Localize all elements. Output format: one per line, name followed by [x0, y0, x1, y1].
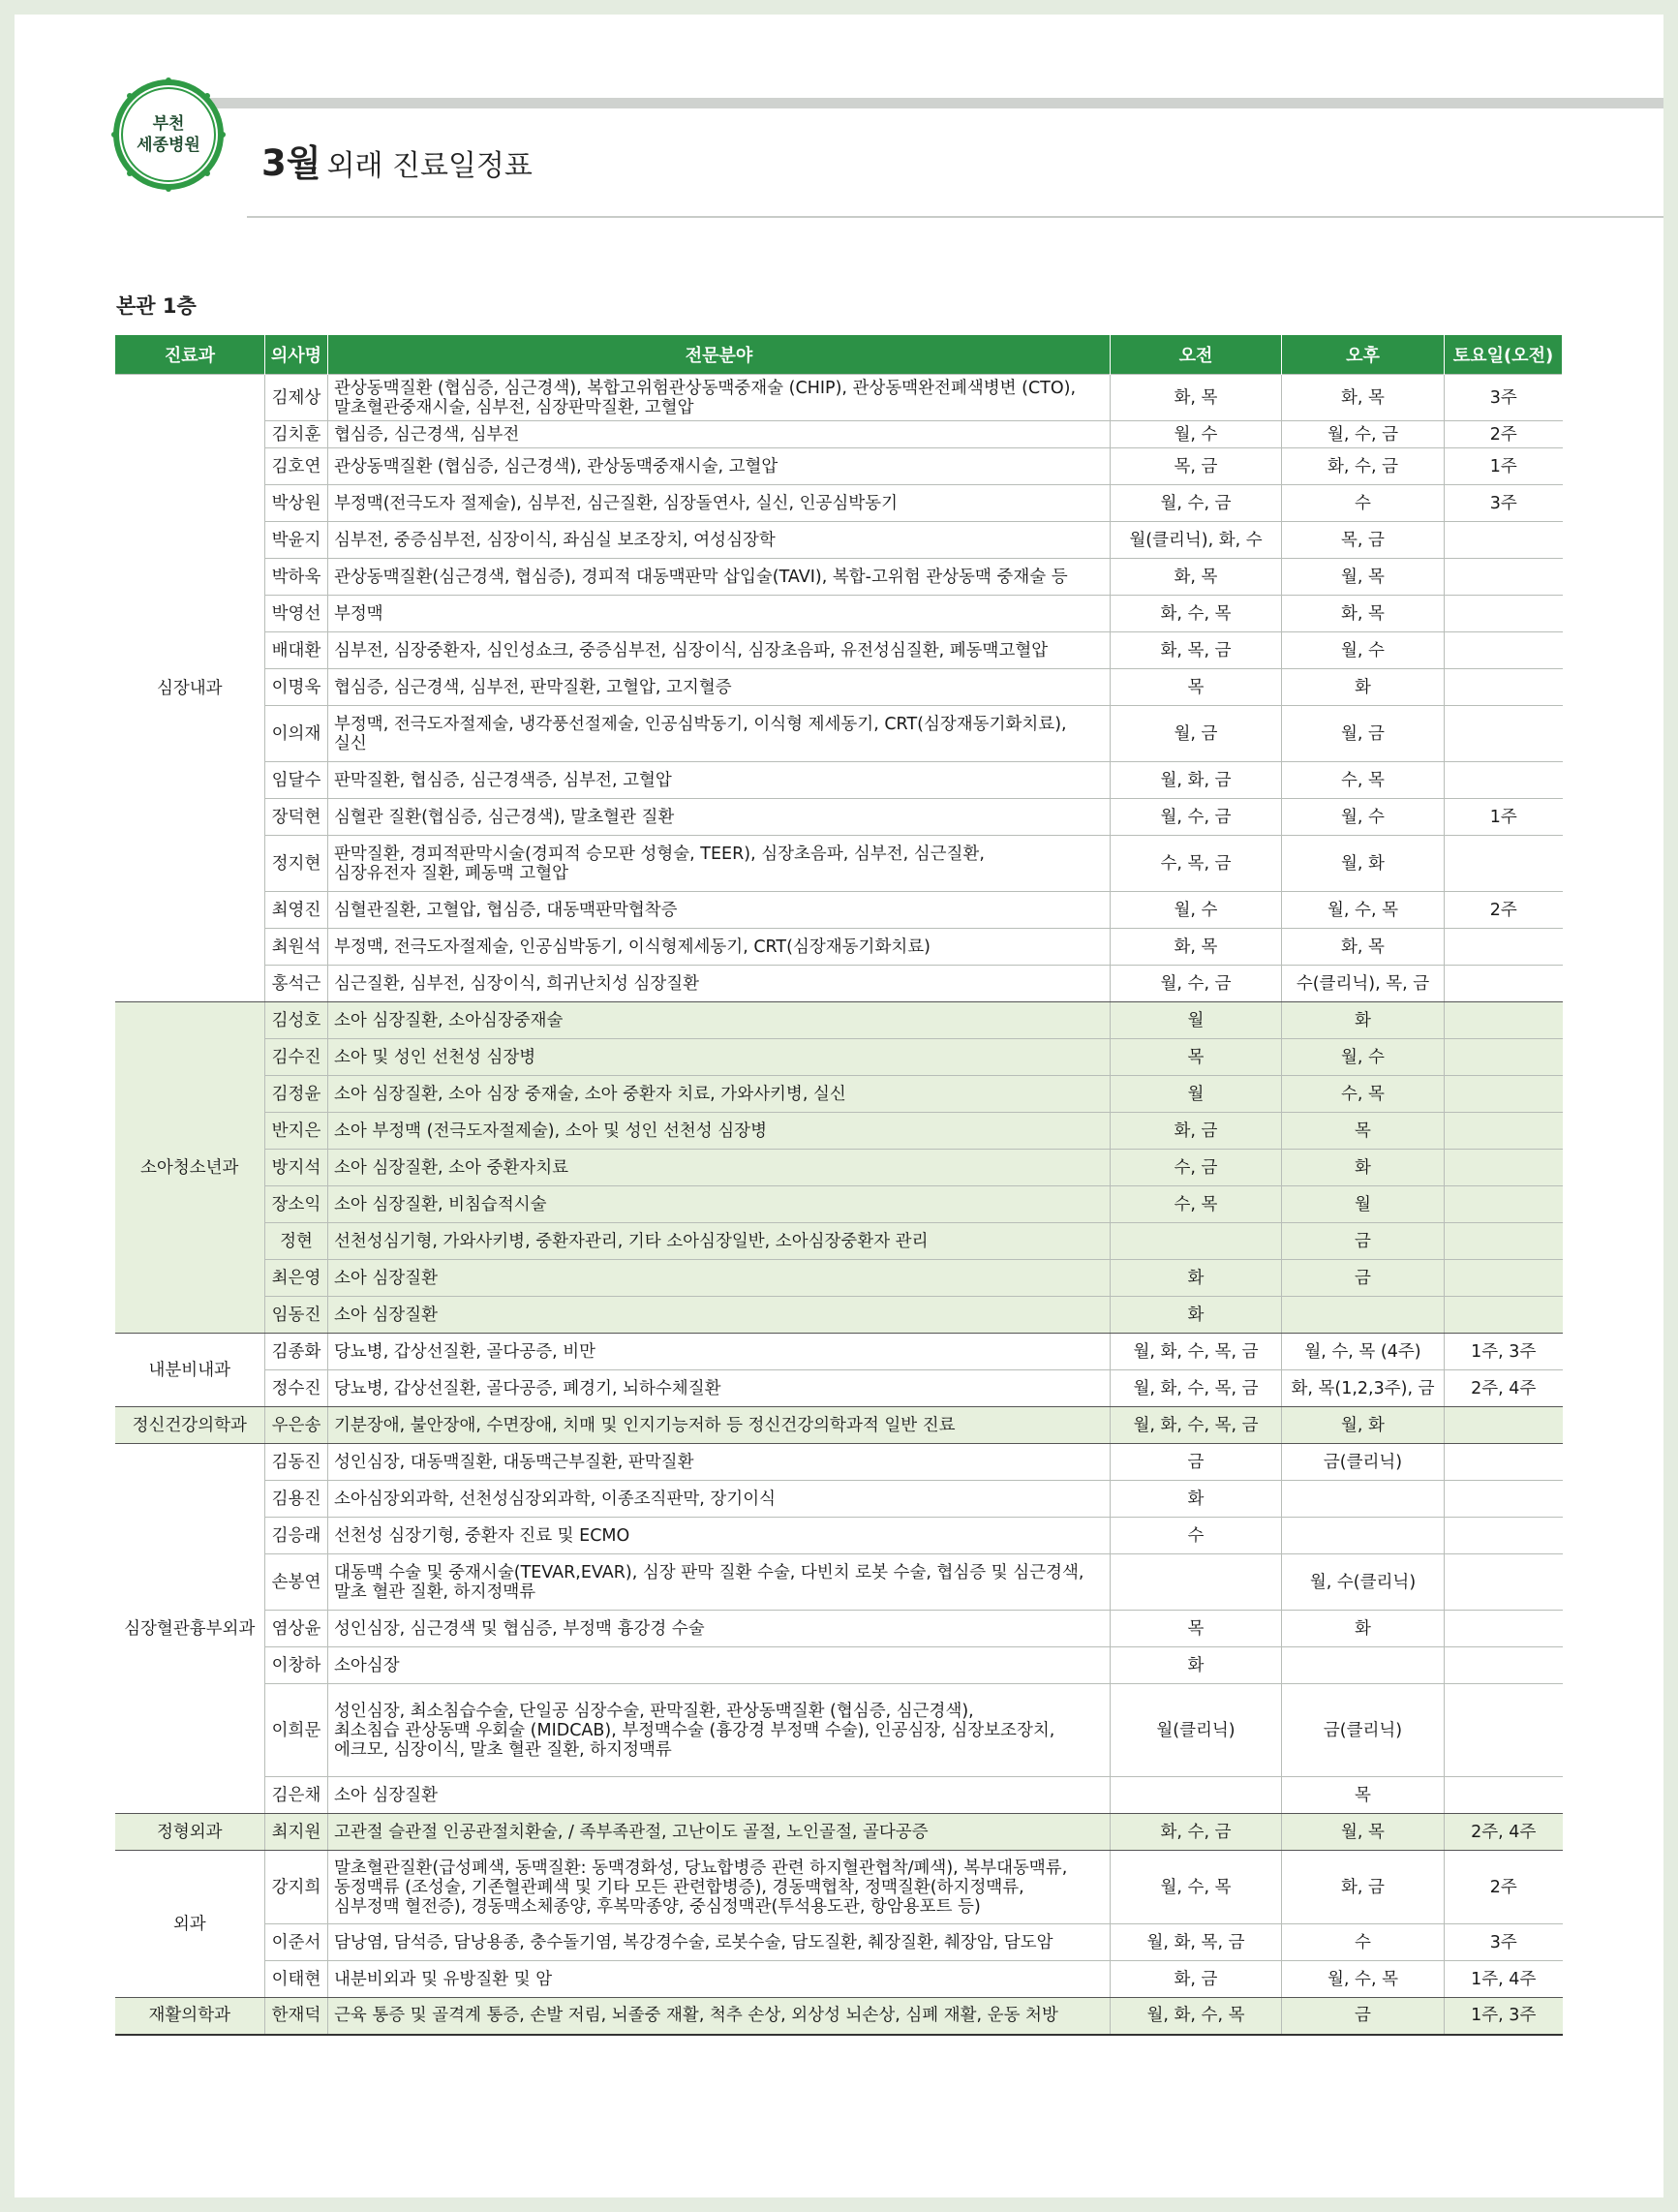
saturday-cell: 2주: [1445, 421, 1563, 448]
specialty-cell: 소아 심장질환: [328, 1777, 1111, 1814]
pm-cell: [1282, 1297, 1445, 1334]
pm-cell: 월, 수, 목: [1282, 1961, 1445, 1998]
pm-cell: 목: [1282, 1113, 1445, 1150]
am-cell: 월(클리닉), 화, 수: [1111, 522, 1282, 559]
dept-cell: 외과: [115, 1851, 265, 1998]
header-saturday: 토요일(오전): [1445, 335, 1563, 375]
specialty-cell: 소아 및 성인 선천성 심장병: [328, 1039, 1111, 1076]
doctor-cell: 김호연: [265, 448, 328, 485]
table-row: [115, 1554, 1563, 1611]
am-cell: 월: [1111, 1076, 1282, 1113]
table-row: [115, 1611, 1563, 1647]
table-row: [115, 596, 1563, 632]
doctor-cell: 김종화: [265, 1334, 328, 1370]
pm-cell: 월, 수: [1282, 799, 1445, 836]
specialty-cell: 당뇨병, 갑상선질환, 골다공증, 비만: [328, 1334, 1111, 1370]
dept-cell: 재활의학과: [115, 1998, 265, 2035]
saturday-cell: [1445, 596, 1563, 632]
am-cell: 화: [1111, 1647, 1282, 1684]
saturday-cell: [1445, 669, 1563, 706]
am-cell: 화, 수, 목: [1111, 596, 1282, 632]
title-rest: 외래 진료일정표: [326, 149, 533, 183]
table-row: [115, 1297, 1563, 1334]
am-cell: 화, 금: [1111, 1113, 1282, 1150]
table-row: [115, 1444, 1563, 1481]
specialty-cell: 심혈관질환, 고혈압, 협심증, 대동맥판막협착증: [328, 892, 1111, 929]
saturday-cell: 1주, 3주: [1445, 1998, 1563, 2035]
saturday-cell: 1주, 4주: [1445, 1961, 1563, 1998]
doctor-cell: 최원석: [265, 929, 328, 966]
doctor-cell: 이의재: [265, 706, 328, 762]
saturday-cell: [1445, 1076, 1563, 1113]
doctor-cell: 이명욱: [265, 669, 328, 706]
table-row: [115, 836, 1563, 892]
table-row: [115, 1647, 1563, 1684]
saturday-cell: [1445, 1481, 1563, 1518]
specialty-cell: 부정맥, 전극도자절제술, 인공심박동기, 이식형제세동기, CRT(심장재동기화치료): [328, 929, 1111, 966]
am-cell: [1111, 1223, 1282, 1260]
am-cell: 화, 수, 금: [1111, 1814, 1282, 1851]
specialty-cell: 소아 심장질환: [328, 1297, 1111, 1334]
doctor-cell: 이태현: [265, 1961, 328, 1998]
table-row: [115, 1518, 1563, 1554]
saturday-cell: 2주: [1445, 892, 1563, 929]
saturday-cell: [1445, 559, 1563, 596]
table-row: [115, 966, 1563, 1002]
dept-cell: 내분비내과: [115, 1334, 265, 1407]
am-cell: 화: [1111, 1260, 1282, 1297]
specialty-cell: 담낭염, 담석증, 담낭용종, 충수돌기염, 복강경수술, 로봇수술, 담도질환, 췌장질환, 췌장암, 담도암: [328, 1924, 1111, 1961]
am-cell: 월, 수, 목: [1111, 1851, 1282, 1924]
am-cell: [1111, 1777, 1282, 1814]
specialty-cell: 심부전, 중증심부전, 심장이식, 좌심실 보조장치, 여성심장학: [328, 522, 1111, 559]
doctor-cell: 박영선: [265, 596, 328, 632]
doctor-cell: 이준서: [265, 1924, 328, 1961]
pm-cell: 목: [1282, 1777, 1445, 1814]
saturday-cell: [1445, 1777, 1563, 1814]
pm-cell: 월, 목: [1282, 1814, 1445, 1851]
doctor-cell: 김제상: [265, 375, 328, 421]
table-row: [115, 1684, 1563, 1777]
saturday-cell: 3주: [1445, 375, 1563, 421]
am-cell: 금: [1111, 1444, 1282, 1481]
saturday-cell: [1445, 1611, 1563, 1647]
doctor-cell: 이창하: [265, 1647, 328, 1684]
saturday-cell: [1445, 1039, 1563, 1076]
saturday-cell: [1445, 762, 1563, 799]
specialty-cell: 성인심장, 심근경색 및 협심증, 부정맥 흉강경 수술: [328, 1611, 1111, 1647]
table-row: [115, 762, 1563, 799]
pm-cell: [1282, 1647, 1445, 1684]
schedule-body: [115, 375, 1563, 2035]
doctor-cell: 박윤지: [265, 522, 328, 559]
am-cell: 목, 금: [1111, 448, 1282, 485]
pm-cell: 수(클리닉), 목, 금: [1282, 966, 1445, 1002]
specialty-cell: 소아 심장질환, 소아 중환자치료: [328, 1150, 1111, 1186]
doctor-cell: 한재덕: [265, 1998, 328, 2035]
specialty-cell: 부정맥(전극도자 절제술), 심부전, 심근질환, 심장돌연사, 실신, 인공심박동기: [328, 485, 1111, 522]
table-row: [115, 448, 1563, 485]
header-am: 오전: [1111, 335, 1282, 375]
pm-cell: 금(클리닉): [1282, 1684, 1445, 1777]
doctor-cell: 최지원: [265, 1814, 328, 1851]
am-cell: 월(클리닉): [1111, 1684, 1282, 1777]
pm-cell: 수, 목: [1282, 1076, 1445, 1113]
doctor-cell: 박상원: [265, 485, 328, 522]
doctor-cell: 최영진: [265, 892, 328, 929]
am-cell: 월, 화, 금: [1111, 762, 1282, 799]
table-header-row: [115, 335, 1563, 375]
pm-cell: 월, 수(클리닉): [1282, 1554, 1445, 1611]
table-row: [115, 1481, 1563, 1518]
page-frame-bottom: [0, 2197, 1678, 2212]
pm-cell: 월, 수, 목 (4주): [1282, 1334, 1445, 1370]
saturday-cell: 2주, 4주: [1445, 1814, 1563, 1851]
table-row: [115, 1334, 1563, 1370]
pm-cell: 금: [1282, 1260, 1445, 1297]
saturday-cell: [1445, 1684, 1563, 1777]
specialty-cell: 심혈관 질환(협심증, 심근경색), 말초혈관 질환: [328, 799, 1111, 836]
pm-cell: 월: [1282, 1186, 1445, 1223]
am-cell: 화, 목, 금: [1111, 632, 1282, 669]
pm-cell: 수: [1282, 1924, 1445, 1961]
doctor-cell: 염상윤: [265, 1611, 328, 1647]
doctor-cell: 김은채: [265, 1777, 328, 1814]
specialty-cell: 대동맥 수술 및 중재시술(TEVAR,EVAR), 심장 판막 질환 수술, 다빈치 로봇 수술, 협심증 및 심근경색, 말초 혈관 질환, 하지정맥류: [328, 1554, 1111, 1611]
pm-cell: 월, 화: [1282, 1407, 1445, 1444]
header-specialty: 전문분야: [328, 335, 1111, 375]
pm-cell: 금: [1282, 1223, 1445, 1260]
doctor-cell: 임달수: [265, 762, 328, 799]
page-frame-top: [0, 0, 1678, 15]
page-title: [261, 134, 533, 186]
table-row: [115, 1002, 1563, 1039]
table-row: [115, 1223, 1563, 1260]
am-cell: 목: [1111, 1039, 1282, 1076]
table-row: [115, 1150, 1563, 1186]
specialty-cell: 판막질환, 경피적판막시술(경피적 승모판 성형술, TEER), 심장초음파, 심부전, 심근질환, 심장유전자 질환, 폐동맥 고혈압: [328, 836, 1111, 892]
table-row: [115, 632, 1563, 669]
saturday-cell: [1445, 1518, 1563, 1554]
specialty-cell: 소아심장외과학, 선천성심장외과학, 이종조직판막, 장기이식: [328, 1481, 1111, 1518]
saturday-cell: [1445, 966, 1563, 1002]
doctor-cell: 임동진: [265, 1297, 328, 1334]
doctor-cell: 방지석: [265, 1150, 328, 1186]
am-cell: 수: [1111, 1518, 1282, 1554]
saturday-cell: [1445, 706, 1563, 762]
specialty-cell: 소아 심장질환: [328, 1260, 1111, 1297]
am-cell: 화, 목: [1111, 375, 1282, 421]
am-cell: 수, 목, 금: [1111, 836, 1282, 892]
section-label: 본관 1층: [116, 294, 197, 318]
specialty-cell: 부정맥, 전극도자절제술, 냉각풍선절제술, 인공심박동기, 이식형 제세동기, CRT(심장재동기화치료), 실신: [328, 706, 1111, 762]
table-row: [115, 1998, 1563, 2035]
table-row: [115, 929, 1563, 966]
specialty-cell: 성인심장, 최소침습수술, 단일공 심장수술, 판막질환, 관상동맥질환 (협심증, 심근경색), 최소침습 관상동맥 우회술 (MIDCAB), 부정맥수술 (흉강경 부정맥 수술), 인공심장, 심장보조장치, 에크모, 심장이식, 말초 혈관 질환, 하지정맥류: [328, 1684, 1111, 1777]
specialty-cell: 판막질환, 협심증, 심근경색증, 심부전, 고혈압: [328, 762, 1111, 799]
specialty-cell: 선천성심기형, 가와사키병, 중환자관리, 기타 소아심장일반, 소아심장중환자 관리: [328, 1223, 1111, 1260]
am-cell: 목: [1111, 669, 1282, 706]
table-row: [115, 1039, 1563, 1076]
saturday-cell: [1445, 522, 1563, 559]
am-cell: 월, 화, 수, 목, 금: [1111, 1334, 1282, 1370]
saturday-cell: [1445, 1150, 1563, 1186]
pm-cell: 화, 목: [1282, 596, 1445, 632]
table-row: [115, 522, 1563, 559]
am-cell: [1111, 1554, 1282, 1611]
saturday-cell: [1445, 929, 1563, 966]
specialty-cell: 부정맥: [328, 596, 1111, 632]
saturday-cell: [1445, 1113, 1563, 1150]
table-row: [115, 1814, 1563, 1851]
pm-cell: 수, 목: [1282, 762, 1445, 799]
doctor-cell: 이희문: [265, 1684, 328, 1777]
saturday-cell: [1445, 1554, 1563, 1611]
table-row: [115, 1186, 1563, 1223]
doctor-cell: 최은영: [265, 1260, 328, 1297]
hospital-seal-text: [111, 77, 226, 192]
header-underline: [247, 216, 1663, 218]
specialty-cell: 소아심장: [328, 1647, 1111, 1684]
specialty-cell: 소아 심장질환, 소아심장중재술: [328, 1002, 1111, 1039]
am-cell: 월, 화, 수, 목, 금: [1111, 1407, 1282, 1444]
am-cell: 화, 목: [1111, 559, 1282, 596]
am-cell: 목: [1111, 1611, 1282, 1647]
doctor-cell: 정현: [265, 1223, 328, 1260]
am-cell: 화, 금: [1111, 1961, 1282, 1998]
saturday-cell: [1445, 1260, 1563, 1297]
saturday-cell: [1445, 632, 1563, 669]
table-row: [115, 375, 1563, 421]
pm-cell: [1282, 1518, 1445, 1554]
saturday-cell: 1주: [1445, 448, 1563, 485]
doctor-cell: 반지은: [265, 1113, 328, 1150]
am-cell: 화, 목: [1111, 929, 1282, 966]
doctor-cell: 김수진: [265, 1039, 328, 1076]
doctor-cell: 강지희: [265, 1851, 328, 1924]
doctor-cell: 김정윤: [265, 1076, 328, 1113]
table-row: [115, 1851, 1563, 1924]
pm-cell: 화, 목: [1282, 929, 1445, 966]
am-cell: 월, 수: [1111, 421, 1282, 448]
dept-cell: 정신건강의학과: [115, 1407, 265, 1444]
am-cell: 월, 수, 금: [1111, 966, 1282, 1002]
saturday-cell: [1445, 1186, 1563, 1223]
doctor-cell: 김용진: [265, 1481, 328, 1518]
saturday-cell: 3주: [1445, 485, 1563, 522]
pm-cell: 월, 화: [1282, 836, 1445, 892]
saturday-cell: [1445, 1444, 1563, 1481]
header-doctor: 의사명: [265, 335, 328, 375]
pm-cell: 금: [1282, 1998, 1445, 2035]
specialty-cell: 선천성 심장기형, 중환자 진료 및 ECMO: [328, 1518, 1111, 1554]
header-pm: 오후: [1282, 335, 1445, 375]
pm-cell: 수: [1282, 485, 1445, 522]
specialty-cell: 관상동맥질환 (협심증, 심근경색), 관상동맥중재시술, 고혈압: [328, 448, 1111, 485]
specialty-cell: 소아 심장질환, 비침습적시술: [328, 1186, 1111, 1223]
doctor-cell: 김응래: [265, 1518, 328, 1554]
saturday-cell: [1445, 836, 1563, 892]
table-row: [115, 1924, 1563, 1961]
doctor-cell: 박하욱: [265, 559, 328, 596]
am-cell: 월, 수: [1111, 892, 1282, 929]
table-row: [115, 799, 1563, 836]
pm-cell: 월, 수: [1282, 632, 1445, 669]
am-cell: 월, 수, 금: [1111, 799, 1282, 836]
table-row: [115, 1113, 1563, 1150]
table-row: [115, 706, 1563, 762]
pm-cell: 화, 수, 금: [1282, 448, 1445, 485]
table-row: [115, 1777, 1563, 1814]
am-cell: 수, 목: [1111, 1186, 1282, 1223]
specialty-cell: 소아 부정맥 (전극도자절제술), 소아 및 성인 선천성 심장병: [328, 1113, 1111, 1150]
specialty-cell: 협심증, 심근경색, 심부전, 판막질환, 고혈압, 고지혈증: [328, 669, 1111, 706]
specialty-cell: 당뇨병, 갑상선질환, 골다공증, 폐경기, 뇌하수체질환: [328, 1370, 1111, 1407]
doctor-cell: 우은송: [265, 1407, 328, 1444]
table-row: [115, 1260, 1563, 1297]
title-month: 3월: [261, 142, 321, 184]
table-row: [115, 559, 1563, 596]
pm-cell: 금(클리닉): [1282, 1444, 1445, 1481]
table-row: [115, 1961, 1563, 1998]
am-cell: 월, 화, 수, 목, 금: [1111, 1370, 1282, 1407]
doctor-cell: 정수진: [265, 1370, 328, 1407]
pm-cell: 화: [1282, 1150, 1445, 1186]
specialty-cell: 소아 심장질환, 소아 심장 중재술, 소아 중환자 치료, 가와사키병, 실신: [328, 1076, 1111, 1113]
am-cell: 수, 금: [1111, 1150, 1282, 1186]
pm-cell: 월, 목: [1282, 559, 1445, 596]
page-frame-left: [0, 0, 15, 2212]
seal-line1: 부천: [152, 114, 185, 134]
saturday-cell: [1445, 1407, 1563, 1444]
pm-cell: 월, 수, 금: [1282, 421, 1445, 448]
table-row: [115, 1076, 1563, 1113]
saturday-cell: 2주: [1445, 1851, 1563, 1924]
doctor-cell: 김치훈: [265, 421, 328, 448]
specialty-cell: 성인심장, 대동맥질환, 대동맥근부질환, 판막질환: [328, 1444, 1111, 1481]
specialty-cell: 고관절 슬관절 인공관절치환술, / 족부족관절, 고난이도 골절, 노인골절, 골다공증: [328, 1814, 1111, 1851]
pm-cell: 화, 금: [1282, 1851, 1445, 1924]
am-cell: 월, 화, 목, 금: [1111, 1924, 1282, 1961]
pm-cell: 화: [1282, 1611, 1445, 1647]
specialty-cell: 심부전, 심장중환자, 심인성쇼크, 중증심부전, 심장이식, 심장초음파, 유전성심질환, 폐동맥고혈압: [328, 632, 1111, 669]
am-cell: 월: [1111, 1002, 1282, 1039]
dept-cell: 정형외과: [115, 1814, 265, 1851]
dept-cell: 심장혈관흉부외과: [115, 1444, 265, 1814]
doctor-cell: 손봉연: [265, 1554, 328, 1611]
pm-cell: 화, 목(1,2,3주), 금: [1282, 1370, 1445, 1407]
saturday-cell: 3주: [1445, 1924, 1563, 1961]
specialty-cell: 기분장애, 불안장애, 수면장애, 치매 및 인지기능저하 등 정신건강의학과적 일반 진료: [328, 1407, 1111, 1444]
pm-cell: 화: [1282, 1002, 1445, 1039]
seal-line2: 세종병원: [137, 136, 200, 155]
pm-cell: 월, 수: [1282, 1039, 1445, 1076]
doctor-cell: 장덕현: [265, 799, 328, 836]
saturday-cell: 1주: [1445, 799, 1563, 836]
specialty-cell: 관상동맥질환 (협심증, 심근경색), 복합고위험관상동맥중재술 (CHIP), 관상동맥완전폐색병변 (CTO), 말초혈관중재시술, 심부전, 심장판막질환, 고혈압: [328, 375, 1111, 421]
saturday-cell: [1445, 1647, 1563, 1684]
specialty-cell: 관상동맥질환(심근경색, 협심증), 경피적 대동맥판막 삽입술(TAVI), 복합-고위험 관상동맥 중재술 등: [328, 559, 1111, 596]
schedule-table: [114, 335, 1563, 2036]
table-row: [115, 669, 1563, 706]
header-dept: 진료과: [115, 335, 265, 375]
specialty-cell: 협심증, 심근경색, 심부전: [328, 421, 1111, 448]
pm-cell: 화, 목: [1282, 375, 1445, 421]
dept-cell: 심장내과: [115, 375, 265, 1002]
pm-cell: 목, 금: [1282, 522, 1445, 559]
doctor-cell: 배대환: [265, 632, 328, 669]
header-bar: [160, 98, 1663, 108]
pm-cell: 화: [1282, 669, 1445, 706]
pm-cell: 월, 금: [1282, 706, 1445, 762]
am-cell: 화: [1111, 1297, 1282, 1334]
pm-cell: [1282, 1481, 1445, 1518]
doctor-cell: 홍석근: [265, 966, 328, 1002]
saturday-cell: 1주, 3주: [1445, 1334, 1563, 1370]
doctor-cell: 정지현: [265, 836, 328, 892]
table-row: [115, 485, 1563, 522]
table-row: [115, 421, 1563, 448]
table-row: [115, 1407, 1563, 1444]
saturday-cell: [1445, 1223, 1563, 1260]
am-cell: 월, 금: [1111, 706, 1282, 762]
specialty-cell: 근육 통증 및 골격계 통증, 손발 저림, 뇌졸중 재활, 척추 손상, 외상성 뇌손상, 심폐 재활, 운동 처방: [328, 1998, 1111, 2035]
specialty-cell: 심근질환, 심부전, 심장이식, 희귀난치성 심장질환: [328, 966, 1111, 1002]
doctor-cell: 장소익: [265, 1186, 328, 1223]
table-row: [115, 892, 1563, 929]
doctor-cell: 김성호: [265, 1002, 328, 1039]
table-row: [115, 1370, 1563, 1407]
page-frame-right: [1663, 0, 1678, 2212]
saturday-cell: 2주, 4주: [1445, 1370, 1563, 1407]
pm-cell: 월, 수, 목: [1282, 892, 1445, 929]
dept-cell: 소아청소년과: [115, 1002, 265, 1334]
saturday-cell: [1445, 1297, 1563, 1334]
saturday-cell: [1445, 1002, 1563, 1039]
am-cell: 화: [1111, 1481, 1282, 1518]
doctor-cell: 김동진: [265, 1444, 328, 1481]
am-cell: 월, 수, 금: [1111, 485, 1282, 522]
specialty-cell: 내분비외과 및 유방질환 및 암: [328, 1961, 1111, 1998]
am-cell: 월, 화, 수, 목: [1111, 1998, 1282, 2035]
specialty-cell: 말초혈관질환(급성폐색, 동맥질환: 동맥경화성, 당뇨합병증 관련 하지혈관협착/폐색), 복부대동맥류, 동정맥류 (조성술, 기존혈관폐색 및 기타 모든 관련합병증), 경동맥협착, 정맥질환(하지정맥류, 심부정맥 혈전증), 경동맥소체종양, 후복막종양, 중심정맥관(투석용도관, 항암용포트 등): [328, 1851, 1111, 1924]
